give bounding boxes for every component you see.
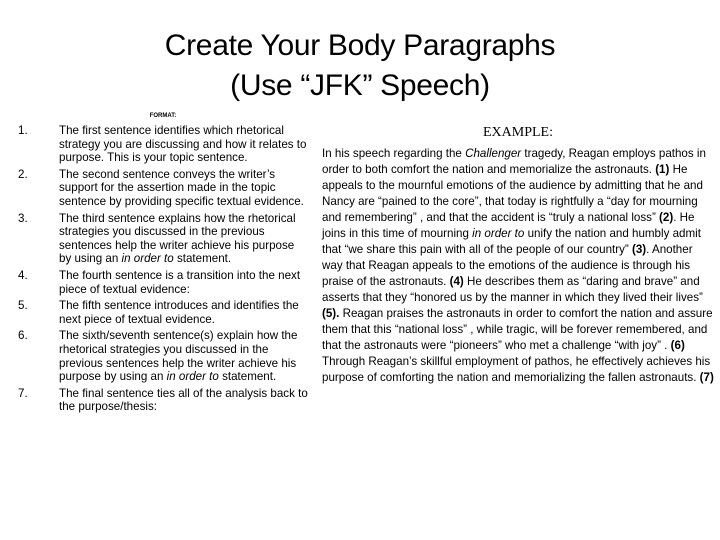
example-text: In his speech regarding the (322, 147, 466, 160)
format-step (18, 168, 308, 209)
step-number: 5. (18, 299, 28, 313)
step-text-after: statement. (173, 252, 232, 266)
example-paragraph (322, 146, 714, 386)
example-text: He appeals to the mournful emotions of the audience by admitting that he and Nancy are “pained to the core”, that today is rightfully a “day for mourning and remembering” , and that the accident is “truly a national loss” (322, 163, 703, 224)
step-text: The first sentence identifies which rhetorical strategy you are discussing and how it relates to purpose. This is your topic sentence. (59, 124, 307, 165)
step-number: 2. (18, 167, 28, 181)
sentence-marker: (5). (322, 307, 340, 320)
example-text: . He joins in this time of mourning (322, 211, 695, 240)
example-italic-text: in order to (472, 227, 525, 240)
step-text-before: The third sentence explains how the rhetorical strategies you discussed in the previous sentences help the writer achieve his purpose by using an (59, 211, 296, 266)
example-column (322, 124, 714, 386)
format-step (18, 387, 308, 414)
sentence-marker: (7) (699, 371, 714, 384)
format-step (18, 124, 308, 165)
example-text: unify the nation and humbly admit that “we share this pain with all of the people of our country” (322, 227, 701, 256)
step-text: The second sentence conveys the writer’s support for the assertion made in the topic sentence by providing specific textual evidence. (59, 167, 304, 208)
example-text: tragedy, Reagan employs pathos in order to both comfort the nation and memorialize the astronauts. (322, 147, 706, 176)
step-text-before: The sixth/seventh sentence(s) explain how the rhetorical strategies you discussed in the previous sentences help the writer achieve his purpose by using an (59, 329, 298, 384)
step-text: The final sentence ties all of the analysis back to the purpose/thesis: (59, 386, 308, 414)
step-text: The fourth sentence is a transition into the next piece of textual evidence: (59, 268, 301, 296)
format-step (18, 212, 308, 266)
step-number: 6. (18, 329, 28, 343)
step-text (59, 329, 308, 383)
slide-title (40, 26, 680, 106)
title-line-2: (Use “JFK” Speech) (230, 69, 490, 103)
format-step (18, 269, 308, 296)
step-text-italic: in order to (166, 370, 219, 384)
sentence-marker: (6) (670, 339, 685, 352)
step-text-italic: in order to (121, 252, 174, 266)
sentence-marker: (2) (659, 211, 674, 224)
step-text: The fifth sentence introduces and identifies the next piece of textual evidence. (59, 299, 299, 326)
step-text (59, 212, 308, 266)
sentence-marker: (3) (631, 243, 647, 256)
example-text: Through Reagan’s skillful employment of pathos, he effectively achieves his purpose of comforting the nation and memorializing the fallen astronauts. (322, 355, 711, 384)
title-line-1: Create Your Body Paragraphs (164, 29, 556, 63)
example-heading: EXAMPLE: (483, 125, 553, 140)
step-number: 3. (18, 211, 28, 225)
sentence-marker: (4) (449, 275, 464, 288)
sentence-marker: (1) (655, 163, 670, 176)
format-step (18, 329, 308, 383)
format-column (18, 112, 308, 417)
example-text: . Another way that Reagan appeals to the emotions of the audience is through his praise of the astronauts. (322, 243, 693, 288)
format-label: FORMAT: (149, 113, 177, 119)
example-italic-text: Challenger (465, 147, 522, 160)
format-steps-list (18, 124, 308, 414)
example-text: Reagan praises the astronauts in order to comfort the nation and assure them that this “national loss” , while tragic, will be forever remembered, and that the astronauts were “pioneers” who met a challenge “with joy” . (322, 307, 713, 352)
step-number: 4. (18, 268, 28, 282)
example-text: He describes them as “daring and brave” and asserts that they “honored us by the manner in which they lived their lives” (322, 275, 703, 304)
format-step (18, 299, 308, 326)
step-text-after: statement. (218, 370, 277, 384)
step-number: 1. (18, 124, 28, 137)
step-number: 7. (18, 386, 28, 400)
